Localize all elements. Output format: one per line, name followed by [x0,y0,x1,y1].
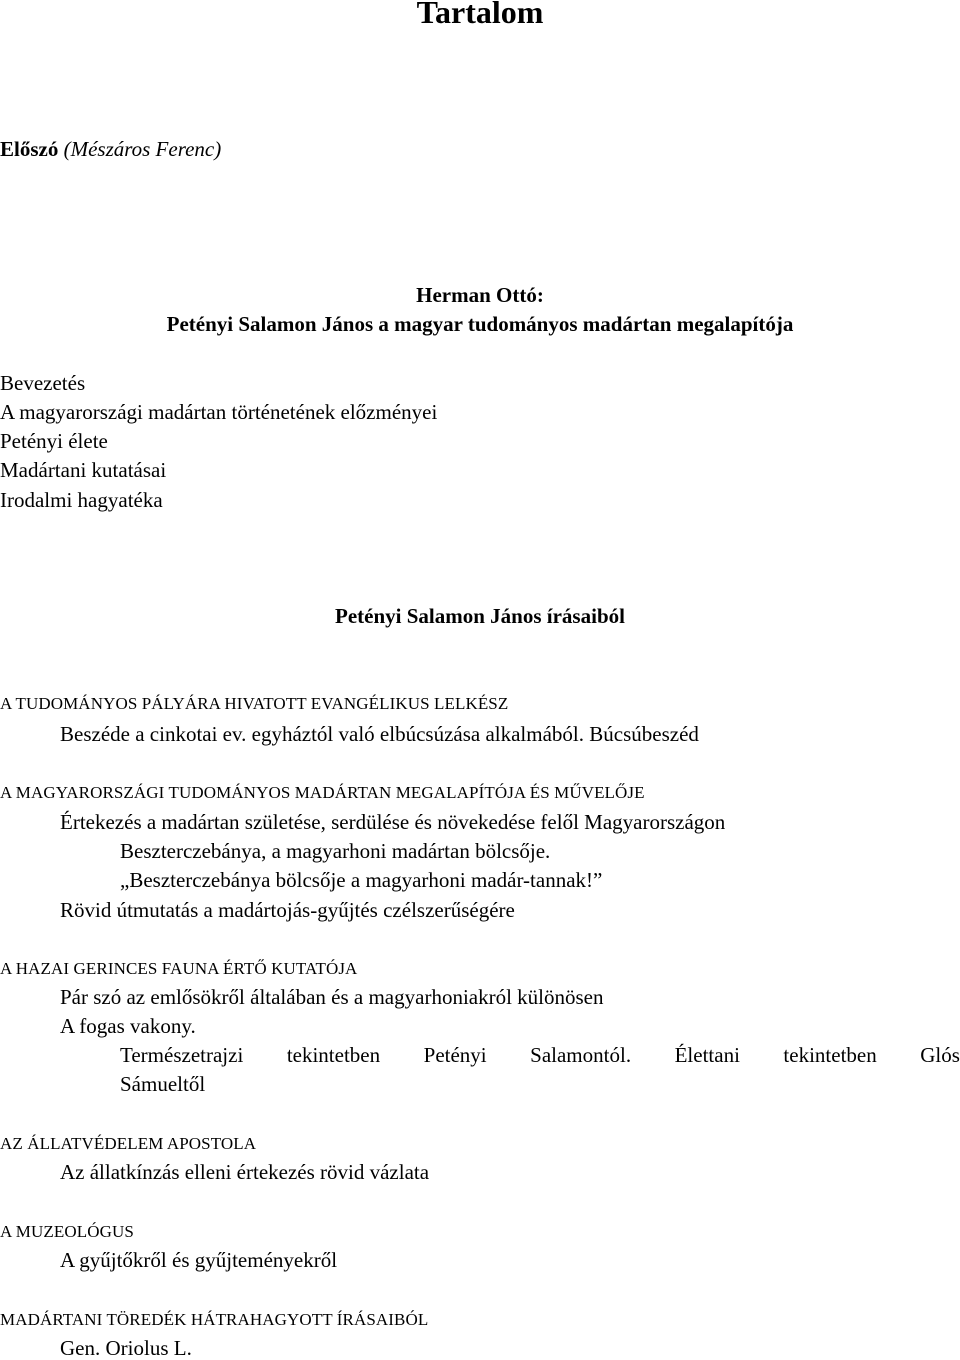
section-heading: A TUDOMÁNYOS PÁLYÁRA HIVATOTT EVANGÉLIKUS LELKÉSZ [0,694,509,713]
toc-entry[interactable]: Irodalmi hagyatéka [0,488,163,512]
herman-author: Herman Ottó: [416,283,544,307]
herman-title[interactable]: Petényi Salamon János a magyar tudományos madártan megalapítója [166,312,794,336]
justified-word: tekintetben [286,1043,381,1067]
toc-entry[interactable]: Sámueltől [120,1072,206,1096]
toc-entry[interactable]: Petényi élete [0,429,108,453]
toc-entry[interactable]: Madártani kutatásai [0,458,167,482]
page-title: Tartalom [416,0,544,30]
justified-word: Glós [920,1043,960,1067]
toc-entry[interactable]: A magyarországi madártan történetének előzményei [0,400,438,424]
section-heading: A HAZAI GERINCES FAUNA ÉRTŐ KUTATÓJA [0,959,358,978]
toc-entry-justified[interactable] [120,1045,960,1066]
toc-entry[interactable]: „Beszterczebánya bölcsője a magyarhoni madár-tannak!” [120,868,603,892]
justified-word: tekintetben [783,1043,877,1067]
toc-entry[interactable]: Beszterczebánya, a magyarhoni madártan bölcsője. [120,839,551,863]
toc-entry[interactable]: Beszéde a cinkotai ev. egyháztól való elbúcsúzása alkalmából. Búcsúbeszéd [60,722,699,746]
toc-entry[interactable]: Bevezetés [0,371,86,395]
section-heading: MADÁRTANI TÖREDÉK HÁTRAHAGYOTT ÍRÁSAIBÓL [0,1310,429,1329]
toc-entry[interactable]: A fogas vakony. [60,1014,196,1038]
justified-word: Élettani [674,1043,740,1067]
toc-entry[interactable]: Gen. Oriolus L. [60,1336,192,1360]
section-heading: AZ ÁLLATVÉDELEM APOSTOLA [0,1134,257,1153]
toc-entry-eloszo[interactable] [0,139,221,160]
toc-entry[interactable]: Rövid útmutatás a madártojás-gyűjtés czélszerűségére [60,898,515,922]
toc-entry[interactable]: Az állatkínzás elleni értekezés rövid vázlata [60,1160,430,1184]
justified-word: Salamontól. [530,1043,632,1067]
justified-word: Természetrajzi [120,1043,244,1067]
section-heading: A MAGYARORSZÁGI TUDOMÁNYOS MADÁRTAN MEGALAPÍTÓJA ÉS MŰVELŐJE [0,783,645,802]
eloszo-author: (Mészáros Ferenc) [63,137,222,161]
writings-title: Petényi Salamon János írásaiból [335,604,625,628]
toc-entry[interactable]: Értekezés a madártan születése, serdülése és növekedése felől Magyarországon [60,810,726,834]
eloszo-label: Előszó [0,137,59,161]
section-heading: A MUZEOLÓGUS [0,1222,134,1241]
justified-word: Petényi [423,1043,487,1067]
toc-entry[interactable]: A gyűjtőkről és gyűjteményekről [60,1248,338,1272]
toc-entry[interactable]: Pár szó az emlősökről általában és a magyarhoniakról különösen [60,985,604,1009]
